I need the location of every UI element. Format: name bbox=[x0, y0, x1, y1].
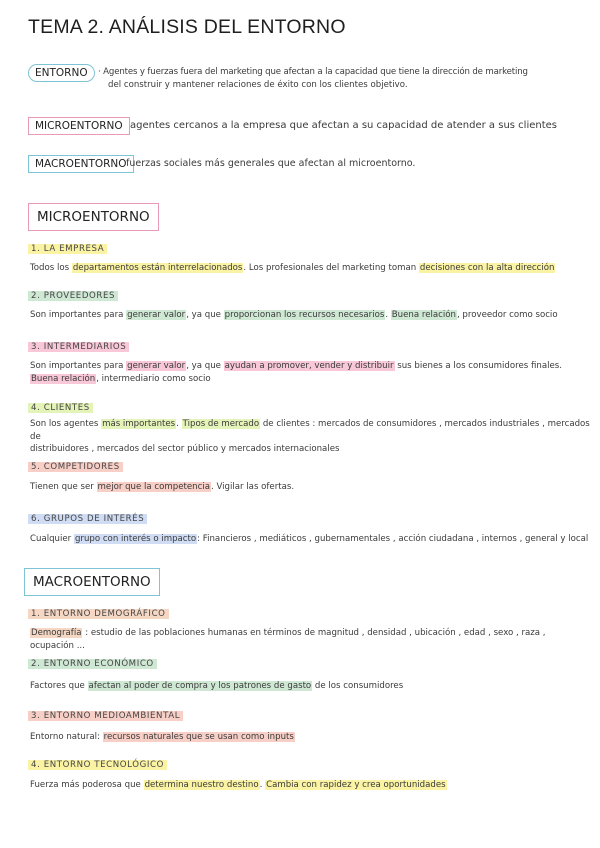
economico-body: Factores que afectan al poder de compra y los patrones de gasto de los consumidores bbox=[30, 681, 404, 691]
empresa-body: Todos los departamentos están interrelacionados. Los profesionales del marketing toman decisiones con la alta dirección bbox=[30, 263, 555, 273]
microentorno-section-heading: MICROENTORNO bbox=[28, 203, 159, 231]
highlight: Buena relación bbox=[31, 373, 96, 384]
highlight: generar valor bbox=[127, 361, 186, 371]
clientes-heading: 4. CLIENTES bbox=[28, 403, 93, 413]
highlight: afectan al poder de compra y los patrones de gasto bbox=[88, 681, 312, 691]
economico-heading: 2. ENTORNO ECONÓMICO bbox=[28, 659, 157, 669]
highlight: más importantes bbox=[102, 419, 176, 429]
competidores-body: Tienen que ser mejor que la competencia. Vigilar las ofertas. bbox=[30, 482, 295, 492]
proveedores-body: Son importantes para generar valor, ya que proporcionan los recursos necesarios. Buena relación, proveedor como socio bbox=[30, 310, 558, 320]
medioambiental-heading: 3. ENTORNO MEDIOAMBIENTAL bbox=[28, 711, 183, 721]
tecnologico-heading: 4. ENTORNO TECNOLÓGICO bbox=[28, 760, 167, 770]
tecnologico-body: Fuerza más poderosa que determina nuestro destino. Cambia con rapidez y crea oportunidades bbox=[30, 780, 446, 790]
highlight: proporcionan los recursos necesarios bbox=[224, 310, 385, 320]
highlight: recursos naturales que se usan como inputs bbox=[103, 732, 294, 742]
competidores-heading: 5. COMPETIDORES bbox=[28, 462, 123, 472]
microentorno-definition: agentes cercanos a la empresa que afectan a su capacidad de atender a sus clientes bbox=[130, 120, 558, 131]
intermediarios-body: Son importantes para generar valor, ya que ayudan a promover, vender y distribuir sus bienes a los consumidores finales. Buena relación, intermediario como socio bbox=[30, 361, 562, 384]
clientes-body: Son los agentes más importantes. Tipos de mercado de clientes : mercados de consumidores , mercados industriales , mercados de distribuidores , mercados del sector público y mercados internacionales bbox=[30, 419, 590, 454]
empresa-heading: 1. LA EMPRESA bbox=[28, 244, 107, 254]
medioambiental-body: Entorno natural: recursos naturales que se usan como inputs bbox=[30, 732, 294, 742]
demografico-body: Demografía : estudio de las poblaciones humanas en términos de magnitud , densidad , ubicación , edad , sexo , raza , ocupación ... bbox=[30, 628, 546, 651]
grupos-interes-body: Cualquier grupo con interés o impacto: Financieros , mediáticos , gubernamentales , acción ciudadana , internos , general y local bbox=[30, 534, 589, 544]
macroentorno-definition: fuerzas sociales más generales que afectan al microentorno. bbox=[126, 158, 416, 169]
entorno-term-box: ENTORNO bbox=[28, 64, 95, 82]
microentorno-term-box: MICROENTORNO bbox=[28, 117, 130, 135]
demografico-heading: 1. ENTORNO DEMOGRÁFICO bbox=[28, 609, 169, 619]
highlight: ayudan a promover, vender y distribuir bbox=[224, 361, 394, 371]
highlight: Demografía bbox=[31, 628, 82, 638]
intermediarios-heading: 3. INTERMEDIARIOS bbox=[28, 342, 129, 352]
proveedores-heading: 2. PROVEEDORES bbox=[28, 291, 118, 301]
grupos-interes-heading: 6. GRUPOS DE INTERÉS bbox=[28, 514, 147, 524]
highlight: departamentos están interrelacionados bbox=[72, 263, 243, 273]
highlight: Tipos de mercado bbox=[182, 419, 260, 429]
macroentorno-section-heading: MACROENTORNO bbox=[24, 568, 160, 596]
highlight: Cambia con rapidez y crea oportunidades bbox=[266, 780, 446, 790]
entorno-definition-line2: del construir y mantener relaciones de éxito con los clientes objetivo. bbox=[108, 79, 408, 90]
highlight: determina nuestro destino bbox=[144, 780, 259, 790]
highlight: grupo con interés o impacto bbox=[74, 534, 197, 544]
page-title: TEMA 2. ANÁLISIS DEL ENTORNO bbox=[28, 16, 346, 38]
highlight: decisiones con la alta dirección bbox=[419, 263, 555, 273]
macroentorno-term-box: MACROENTORNO bbox=[28, 155, 134, 173]
highlight: generar valor bbox=[127, 310, 186, 320]
highlight: Buena relación bbox=[391, 310, 456, 320]
highlight: mejor que la competencia bbox=[97, 482, 210, 492]
entorno-definition bbox=[98, 66, 593, 91]
entorno-definition-line1: · Agentes y fuerzas fuera del marketing que afectan a la capacidad que tiene la dirección de marketing bbox=[98, 67, 528, 77]
